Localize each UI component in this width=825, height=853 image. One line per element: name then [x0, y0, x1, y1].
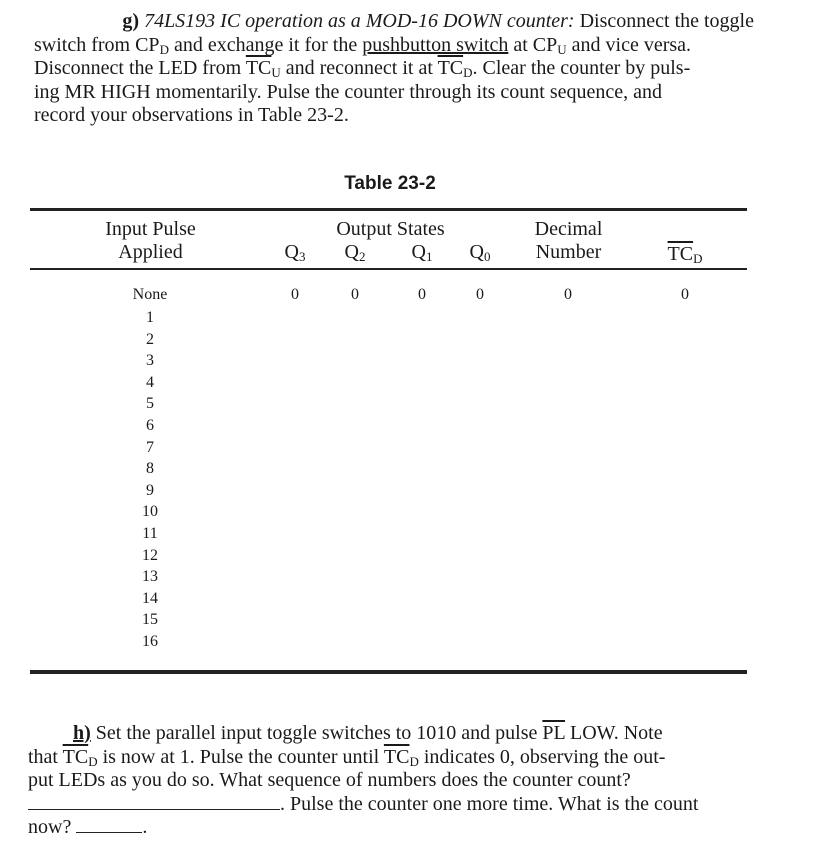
- header-text: Input Pulse: [105, 218, 196, 240]
- header-q2: [330, 241, 380, 264]
- text-span: and exchange it for the: [173, 33, 358, 56]
- text-span: and reconnect it at: [285, 57, 433, 79]
- pulse-row-number: 11: [142, 525, 158, 542]
- row-none-tcd: 0: [681, 286, 689, 303]
- pl-overline: $\overline{PL}$: [542, 722, 565, 744]
- pulse-row-number: 3: [146, 352, 154, 370]
- section-g-line-3: [34, 57, 754, 81]
- header-text: Number: [535, 241, 602, 263]
- text-span: . Clear the counter by puls-: [472, 57, 691, 79]
- table-bottom-rule: [30, 670, 747, 674]
- subscript: U: [271, 65, 281, 80]
- header-q1: [397, 241, 447, 264]
- text-span: is now at 1. Pulse the counter until: [102, 745, 380, 768]
- header-text: Q: [284, 241, 299, 263]
- tc-overline: $\overline{TC}$: [245, 57, 272, 79]
- row-none-decimal: 0: [564, 286, 572, 303]
- row-none-input: None: [132, 286, 168, 303]
- header-tcd: [655, 243, 715, 266]
- header-q3: [270, 241, 320, 264]
- subscript: D: [159, 41, 169, 57]
- pulse-row-number: 8: [146, 460, 154, 478]
- subscript: 3: [298, 249, 306, 264]
- row-none-q2: 0: [351, 286, 359, 303]
- header-input-pulse: [88, 218, 213, 264]
- pulse-row-number: 9: [146, 481, 154, 499]
- section-h-paragraph: [28, 722, 748, 840]
- text-span: LOW. Note: [570, 722, 663, 744]
- text-span: indicates 0, observing the out-: [423, 745, 666, 768]
- text-span: and vice versa.: [571, 33, 692, 56]
- pulse-row-number: 15: [142, 611, 158, 629]
- section-g-text-1: Disconnect the toggle: [579, 10, 754, 32]
- row-none-q0: 0: [476, 286, 484, 303]
- text-span: Set the parallel input toggle switches to 1010 and pulse: [95, 722, 538, 744]
- table-top-rule: [30, 208, 747, 211]
- text-span: at CP: [513, 33, 558, 56]
- header-text: Decimal: [534, 218, 603, 240]
- header-text: Applied: [118, 241, 183, 263]
- pushbutton-underlined: pushbutton switch: [362, 33, 509, 56]
- text-span: Disconnect the LED from: [34, 57, 242, 79]
- section-h-line-2: [28, 746, 748, 770]
- pulse-row-number: 12: [142, 546, 158, 564]
- pulse-row-number: 4: [146, 373, 154, 391]
- pulse-row-number: 2: [146, 330, 154, 348]
- tc-overline: $\overline{TC}$: [62, 745, 89, 768]
- pulse-row-number: 13: [142, 568, 158, 586]
- pulse-row-number: 1: [146, 309, 154, 326]
- section-g-label: g): [122, 10, 140, 32]
- subscript: D: [409, 753, 419, 769]
- header-text: Q: [344, 241, 359, 263]
- pulse-row-number: 16: [142, 633, 158, 650]
- section-g-title: 74LS193 IC operation as a MOD-16 DOWN counter:: [144, 10, 575, 32]
- text-span: switch from CP: [34, 33, 160, 56]
- pulse-row-number: 7: [146, 438, 154, 456]
- tc-overline: $\overline{TC}$: [437, 57, 464, 79]
- text-span: now?: [28, 816, 72, 838]
- subscript: D: [693, 251, 703, 266]
- subscript: U: [557, 41, 567, 57]
- text-span: that: [28, 745, 58, 768]
- pulse-row-number: 10: [142, 503, 158, 521]
- pulse-row-number: 14: [142, 589, 158, 607]
- header-text: Q: [469, 241, 484, 263]
- answer-blank-sequence[interactable]: [28, 793, 280, 810]
- section-g-line-2: [34, 34, 754, 58]
- answer-blank-count[interactable]: [76, 816, 142, 833]
- pulse-row-number: 6: [146, 417, 154, 434]
- text-span: . Pulse the counter one more time. What is the count: [280, 792, 699, 815]
- section-h-line-1: [28, 722, 748, 746]
- section-h-line-5: [28, 816, 748, 840]
- section-h-line-4: [28, 793, 748, 817]
- header-q0: [455, 241, 505, 264]
- row-none-q3: 0: [291, 286, 299, 303]
- text-span: .: [142, 816, 148, 838]
- row-none-q1: 0: [418, 286, 426, 303]
- section-g-paragraph: [34, 10, 754, 128]
- subscript: 2: [358, 249, 366, 264]
- header-output-states: Output States: [336, 218, 445, 240]
- subscript: 1: [425, 249, 433, 264]
- section-g-line-4: ing MR HIGH momentarily. Pulse the counter through its count sequence, and: [34, 80, 663, 103]
- subscript: 0: [483, 249, 491, 264]
- section-h-label: h): [73, 722, 91, 744]
- header-decimal-number: [516, 218, 621, 264]
- tc-overline: $\overline{TC}$: [383, 745, 410, 768]
- header-text: Q: [411, 241, 426, 263]
- table-title: Table 23-2: [344, 173, 436, 194]
- subscript: D: [463, 65, 473, 80]
- subscript: D: [88, 753, 98, 769]
- pulse-row-number: 5: [146, 395, 154, 413]
- section-g-line-5: record your observations in Table 23-2.: [34, 104, 349, 126]
- table-header-rule: [30, 268, 747, 270]
- section-h-line-3: put LEDs as you do so. What sequence of numbers does the counter count?: [28, 769, 631, 791]
- header-text: $\overline{TC}$: [667, 243, 694, 265]
- section-g-line-1: [34, 10, 754, 34]
